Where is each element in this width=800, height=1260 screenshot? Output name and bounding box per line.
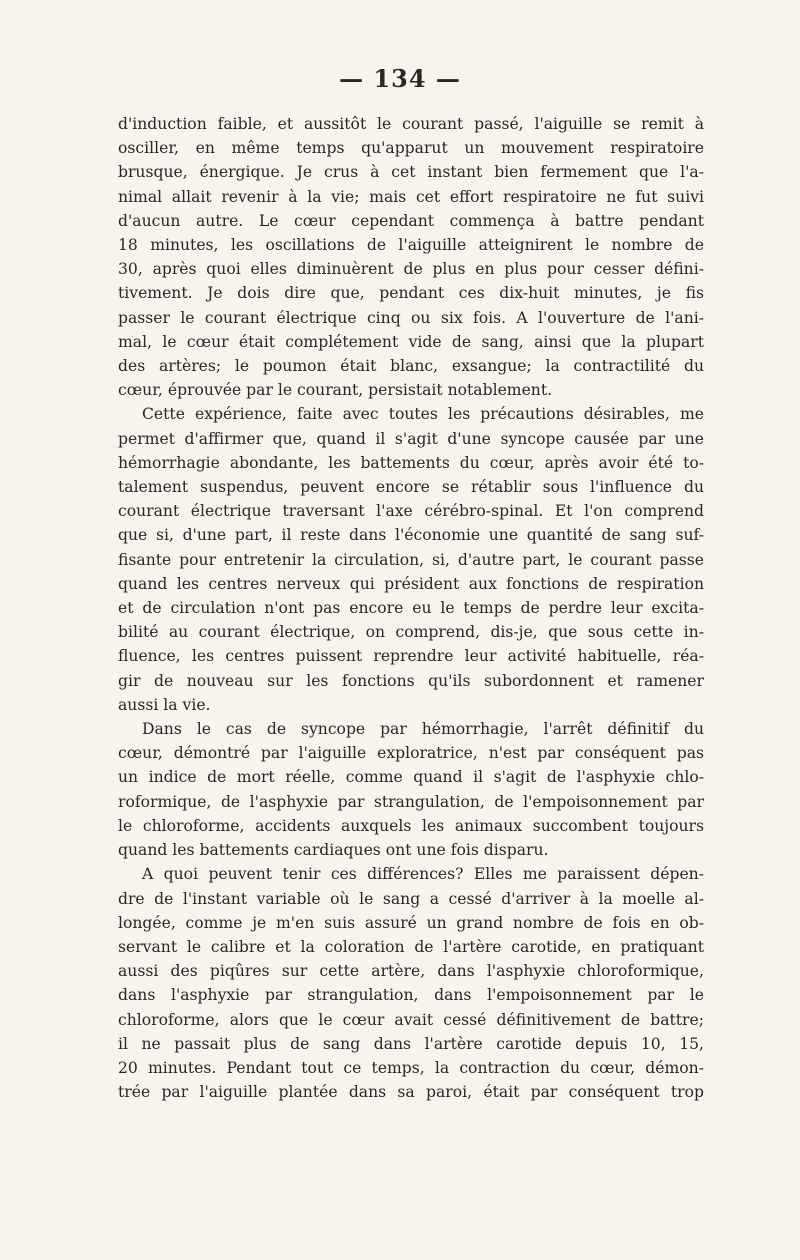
text-line: mal, le cœur était complétement vide de sang, ainsi que la plupart [118,332,704,351]
text-line: tivement. Je dois dire que, pendant ces dix-huit minutes, je fis [118,284,704,303]
text-line: hémorrhagie abondante, les battements du cœur, après avoir été to- [118,453,704,472]
page-number: — 134 — [339,64,461,93]
text-line: 18 minutes, les oscillations de l'aiguille atteignirent le nombre de [118,236,704,255]
text-line: que si, d'une part, il reste dans l'économie une quantité de sang suf- [118,526,704,545]
text-line: passer le courant électrique cinq ou six fois. A l'ouverture de l'ani- [118,308,704,327]
text-line: Dans le cas de syncope par hémorrhagie, l'arrêt définitif du [142,720,704,739]
text-line: nimal allait revenir à la vie; mais cet effort respiratoire ne fut suivi [118,187,704,206]
text-line: quand les battements cardiaques ont une fois disparu. [118,841,549,860]
text-line: dans l'asphyxie par strangulation, dans l'empoisonnement par le [118,986,704,1005]
text-line: quand les centres nerveux qui président aux fonctions de respiration [118,574,704,593]
text-line: roformique, de l'asphyxie par strangulation, de l'empoisonnement par [118,792,704,811]
text-line: gir de nouveau sur les fonctions qu'ils subordonnent et ramener [118,671,704,690]
text-line: A quoi peuvent tenir ces différences? Elles me paraissent dépen- [142,865,704,884]
text-line: longée, comme je m'en suis assuré un grand nombre de fois en ob- [118,913,704,932]
text-line: fisante pour entretenir la circulation, si, d'autre part, le courant passe [118,550,704,569]
text-line: dre de l'instant variable où le sang a cessé d'arriver à la moelle al- [118,889,704,908]
text-line: aussi la vie. [118,695,211,714]
text-line: aussi des piqûres sur cette artère, dans l'asphyxie chloroformique, [118,962,704,981]
text-line: d'induction faible, et aussitôt le courant passé, l'aiguille se remit à [118,115,704,133]
text-line: d'aucun autre. Le cœur cependant commença à battre pendant [118,211,704,230]
text-line: 20 minutes. Pendant tout ce temps, la contraction du cœur, démon- [118,1058,704,1077]
text-line: fluence, les centres puissent reprendre leur activité habituelle, réa- [118,647,704,666]
text-line: brusque, énergique. Je crus à cet instant bien fermement que l'a- [118,163,704,182]
text-line: 30, après quoi elles diminuèrent de plus en plus pour cesser défini- [118,260,704,279]
text-line: il ne passait plus de sang dans l'artère carotide depuis 10, 15, [118,1034,704,1053]
text-line: courant électrique traversant l'axe cérébro-spinal. Et l'on comprend [118,502,704,521]
text-line: des artères; le poumon était blanc, exsangue; la contractilité du [118,357,704,376]
text-line: trée par l'aiguille plantée dans sa paroi, était par conséquent trop [118,1083,704,1102]
text-line: talement suspendus, peuvent encore se rétablir sous l'influence du [118,478,704,497]
text-line: un indice de mort réelle, comme quand il s'agit de l'asphyxie chlo- [118,768,704,787]
body-text [118,112,704,1104]
text-line: cœur, démontré par l'aiguille exploratrice, n'est par conséquent pas [118,744,704,763]
text-line: cœur, éprouvée par le courant, persistait notablement. [118,381,553,400]
text-line: servant le calibre et la coloration de l'artère carotide, en pratiquant [118,937,704,956]
text-line: permet d'affirmer que, quand il s'agit d'une syncope causée par une [118,429,704,448]
text-line: chloroforme, alors que le cœur avait cessé définitivement de battre; [118,1010,704,1029]
text-line: bilité au courant électrique, on comprend, dis-je, que sous cette in- [118,623,704,642]
text-line: et de circulation n'ont pas encore eu le temps de perdre leur excita- [118,599,704,618]
text-line: Cette expérience, faite avec toutes les précautions désirables, me [142,405,704,424]
text-line: le chloroforme, accidents auxquels les animaux succombent toujours [118,816,704,835]
text-line: osciller, en même temps qu'apparut un mouvement respiratoire [118,139,704,158]
